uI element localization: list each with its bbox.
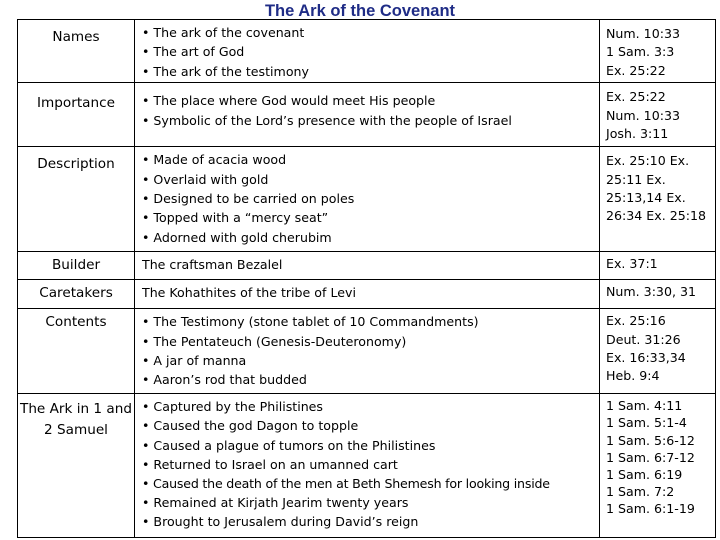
detail-item: • The art of God: [142, 44, 245, 60]
table-row-names: [18, 20, 716, 83]
row-details: [135, 394, 600, 538]
detail-item: The craftsman Bezalel: [142, 257, 283, 273]
detail-item: • Overlaid with gold: [142, 171, 269, 187]
detail-item: • Returned to Israel on an umanned cart: [142, 456, 398, 472]
ref-item: Ex. 25:10 Ex. 25:11 Ex. 25:13,14 Ex. 26:34 Ex. 25:18: [606, 153, 707, 224]
detail-item: • Captured by the Philistines: [142, 399, 323, 415]
detail-item: • Made of acacia wood: [142, 152, 287, 168]
row-details: [135, 280, 600, 309]
row-label: The Ark in 1 and 2 Samuel: [18, 394, 135, 538]
detail-item: • The Testimony (stone tablet of 10 Commandments): [142, 314, 479, 330]
detail-item: • Symbolic of the Lord’s presence with the people of Israel: [142, 112, 512, 128]
detail-item: • Caused a plague of tumors on the Philistines: [142, 437, 436, 453]
ref-item: 1 Sam. 6:7-12: [606, 449, 695, 465]
detail-item: • Adorned with gold cherubim: [142, 229, 332, 245]
row-refs: [600, 83, 716, 147]
row-refs: [600, 394, 716, 538]
ref-item: Num. 10:33: [606, 107, 680, 123]
row-refs: [600, 309, 716, 394]
detail-item: • Caused the death of the men at Beth Shemesh for looking inside: [142, 476, 550, 492]
detail-item: • Caused the god Dagon to topple: [142, 418, 359, 434]
detail-item: • Remained at Kirjath Jearim twenty years: [142, 495, 409, 511]
detail-item: • The Pentateuch (Genesis-Deuteronomy): [142, 333, 407, 349]
detail-item: The Kohathites of the tribe of Levi: [142, 285, 356, 301]
ref-item: 1 Sam. 6:19: [606, 467, 683, 483]
detail-item: • A jar of manna: [142, 353, 247, 369]
row-label: Caretakers: [18, 280, 135, 309]
row-refs: [600, 147, 716, 252]
ref-item: 1 Sam. 3:3: [606, 44, 675, 60]
row-details: [135, 252, 600, 280]
detail-item: • Topped with a “mercy seat”: [142, 210, 329, 226]
detail-item: • The ark of the covenant: [142, 25, 305, 40]
table-row-builder: [18, 252, 716, 280]
table-row-contents: [18, 309, 716, 394]
row-details: [135, 20, 600, 83]
ref-item: 1 Sam. 7:2: [606, 484, 675, 500]
page-title: The Ark of the Covenant: [264, 2, 456, 20]
ark-table: [17, 19, 716, 538]
row-details: [135, 83, 600, 147]
row-label: Contents: [18, 309, 135, 394]
table-row-caretakers: [18, 280, 716, 309]
ref-item: Ex. 16:33,34: [606, 350, 686, 366]
table-row-description: [18, 147, 716, 252]
ref-item: Ex. 25:22: [606, 89, 666, 105]
ref-item: 1 Sam. 5:6-12: [606, 432, 695, 448]
ref-item: Num. 10:33: [606, 26, 680, 41]
row-label: Builder: [18, 252, 135, 280]
row-label: Importance: [18, 83, 135, 147]
detail-item: • The ark of the testimony: [142, 63, 309, 79]
row-refs: [600, 280, 716, 309]
row-details: [135, 309, 600, 394]
detail-item: • Designed to be carried on poles: [142, 191, 355, 207]
table-row-importance: [18, 83, 716, 147]
row-refs: [600, 20, 716, 83]
ref-item: 1 Sam. 4:11: [606, 398, 683, 414]
row-refs: [600, 252, 716, 280]
ref-item: Num. 3:30, 31: [606, 284, 696, 300]
ref-item: 1 Sam. 6:1-19: [606, 501, 695, 517]
table-row-samuel: [18, 394, 716, 538]
detail-item: • Brought to Jerusalem during David’s reign: [142, 514, 419, 530]
ref-item: Heb. 9:4: [606, 368, 660, 384]
row-details: [135, 147, 600, 252]
ref-item: Ex. 25:16: [606, 313, 666, 329]
detail-item: • The place where God would meet His people: [142, 93, 436, 109]
ref-item: Deut. 31:26: [606, 331, 681, 347]
detail-item: • Aaron’s rod that budded: [142, 372, 307, 388]
ref-item: Ex. 25:22: [606, 62, 666, 78]
row-label: Names: [18, 20, 135, 83]
ref-item: 1 Sam. 5:1-4: [606, 415, 687, 431]
row-label: Description: [18, 147, 135, 252]
ref-item: Ex. 37:1: [606, 256, 658, 272]
ref-item: Josh. 3:11: [606, 126, 669, 142]
